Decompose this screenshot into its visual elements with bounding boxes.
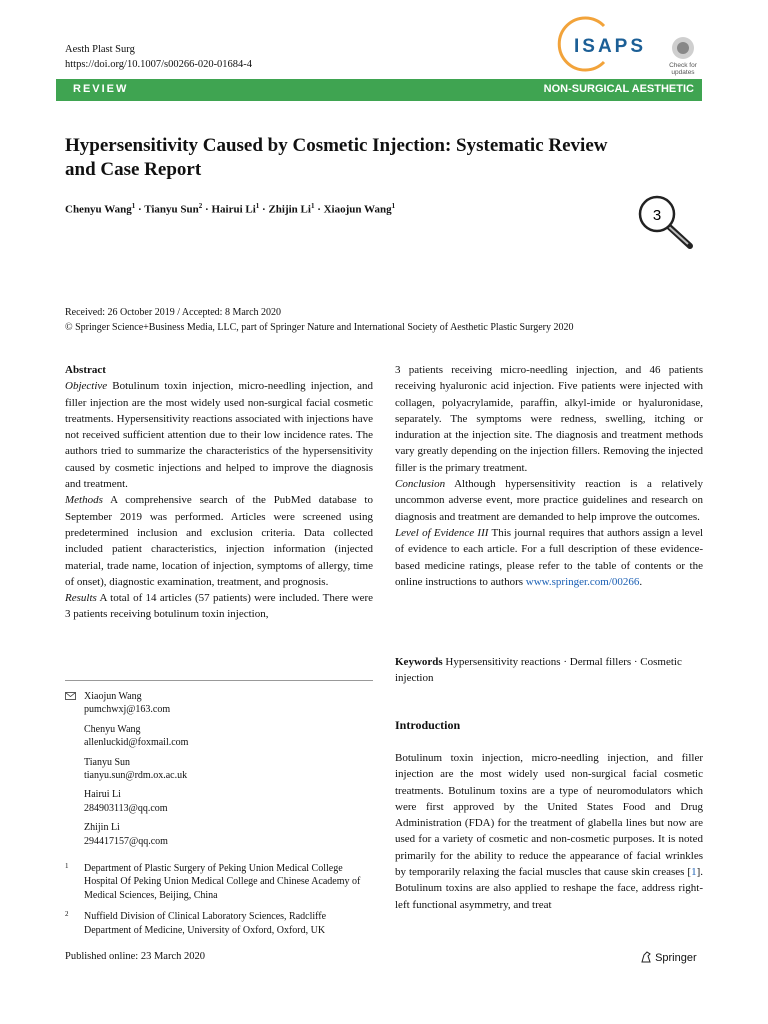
- contact-email[interactable]: tianyu.sun@rdm.ox.ac.uk: [84, 770, 188, 782]
- keywords-label: Keywords: [395, 656, 443, 668]
- results-continued: 3 patients receiving micro-needling injection, and 46 patients receiving hyaluronic acid injection. Five patients were injected with collagen, polyacrylamide, paraffin, alkyl-imide or hyaluronidase, separately. The symptoms were redness, swelling, itching or induration at the injection site. The diagnosis and treatment methods vary greatly depending on the injection fillers. Removing the injected filler is the primary treatment.: [395, 364, 703, 474]
- keywords-text: Hypersensitivity reactions · Dermal fillers · Cosmetic injection: [395, 656, 682, 685]
- abstract-methods: [65, 492, 373, 590]
- check-for-updates-button[interactable]: [665, 36, 701, 74]
- author-separator: ·: [202, 203, 212, 216]
- author-affil: 1: [310, 202, 315, 210]
- contact-entry: [65, 821, 373, 848]
- check-updates-line2: updates: [671, 69, 695, 76]
- envelope-icon: [65, 692, 76, 700]
- affiliation-text: Nuffield Division of Clinical Laboratory Sciences, Radcliffe Department of Medicine, University of Oxford, Oxford, UK: [84, 911, 327, 936]
- contact-entry: [65, 756, 373, 783]
- abstract-left: [65, 362, 373, 623]
- contact-email[interactable]: allenluckid@foxmail.com: [84, 737, 189, 749]
- results-label: Results: [65, 592, 97, 605]
- article-dates: [65, 305, 574, 335]
- affiliation-number: 2: [65, 910, 69, 919]
- contact-name: Hairui Li: [84, 789, 121, 801]
- footnote-divider: [65, 680, 373, 681]
- abstract-results: [65, 590, 373, 623]
- author-affil: 1: [255, 202, 260, 210]
- author-affil: 2: [198, 202, 203, 210]
- contact-name: Zhijin Li: [84, 822, 120, 834]
- publisher-name: Springer: [655, 952, 697, 964]
- affiliation: [65, 862, 373, 902]
- affiliation-number: 1: [65, 862, 69, 871]
- published-date: Published online: 23 March 2020: [65, 951, 205, 962]
- springer-horse-icon: [640, 951, 652, 963]
- contact-email[interactable]: pumchwxj@163.com: [84, 704, 171, 716]
- level-text: This journal requires that authors assign a level of evidence to each article. For a full description of these evidence-based medicine ratings, please refer to the table of contents or the online instructions to authors: [395, 526, 704, 588]
- contact-email[interactable]: 294417157@qq.com: [84, 835, 168, 847]
- intro-text-before: Botulinum toxin injection, micro-needling injection, and filler injection are the most widely used non-surgical facial cosmetic treatments. Botulinum toxins are a type of neuromodulators which were first approved by the United States Food and Drug Administration (FDA) for the treatment of glabella lines but now are used for a variety of cosmetic and non-cosmetic purposes. It is noted primarily for the ability to reduce the appearance of facial wrinkles by temporarily relaxing the facial muscles that cause skin creases [: [395, 752, 703, 879]
- level-label: Level of Evidence III: [395, 526, 489, 539]
- author-list: [65, 202, 395, 216]
- keywords-block: [395, 654, 703, 687]
- abstract-conclusion: [395, 476, 703, 525]
- correspondence-block: [65, 690, 373, 945]
- affiliation-text: Department of Plastic Surgery of Peking Union Medical College Hospital Of Peking Union Medical College and Chinese Academy of Medical Sciences, Beijing, China: [84, 863, 361, 901]
- methods-text: A comprehensive search of the PubMed database to September 2019 was performed. Articles were screened using predetermined inclusion and exclusion criteria. Data collected included patient characteristics, injection information (injected material, trade name, location of injection, symptoms of allergy, time of onset), diagnostic examination, treatment, and prognosis.: [65, 494, 373, 588]
- contact-name: Chenyu Wang: [84, 723, 141, 735]
- citation-ref[interactable]: 1: [691, 866, 697, 879]
- abstract-level: [395, 525, 703, 590]
- intro-text-after: ]. Botulinum toxins are also applied to reshape the face, address right-left functional asymmetry, and treat: [395, 866, 703, 911]
- publisher-logo: [640, 951, 697, 964]
- author-affil: 1: [391, 202, 396, 210]
- doi-link[interactable]: https://doi.org/10.1007/s00266-020-01684-4: [65, 59, 253, 70]
- objective-text: Botulinum toxin injection, micro-needling injection, and filler injection are the most widely used non-surgical facial cosmetic treatments. Hypersensitivity reactions associated with injections have not received sufficient attention due to their low incidence rates. The authors tried to summarize the characteristics of the hypersensitivity caused by cosmetic injections and helped to improve the diagnosis and treatment.: [65, 380, 374, 491]
- author-name[interactable]: Hairui Li: [211, 203, 256, 216]
- conclusion-text: Although hypersensitivity reaction is a relatively uncommon adverse event, more practice guidelines and research on diagnosis and treatment are demanded to help improve the outcomes.: [395, 478, 703, 523]
- contact-entry: [65, 690, 373, 717]
- article-type-label: REVIEW: [73, 83, 129, 95]
- contact-entry: [65, 788, 373, 815]
- check-updates-icon: [671, 36, 695, 60]
- journal-header: [65, 42, 252, 72]
- methods-label: Methods: [65, 494, 103, 507]
- isaps-logo-text: ISAPS: [574, 36, 647, 57]
- abstract-objective: [65, 378, 373, 492]
- isaps-logo: [552, 14, 667, 74]
- author-name[interactable]: Xiaojun Wang: [323, 203, 392, 216]
- author-separator: ·: [135, 203, 145, 216]
- contact-name: Tianyu Sun: [84, 756, 131, 768]
- abstract-heading: Abstract: [65, 364, 106, 376]
- contact-entry: [65, 723, 373, 750]
- abstract-right: [395, 362, 703, 590]
- check-updates-line1: Check for: [669, 62, 697, 69]
- author-separator: ·: [314, 203, 324, 216]
- affiliation: [65, 910, 373, 937]
- contact-name: Xiaojun Wang: [84, 691, 142, 702]
- author-name[interactable]: Tianyu Sun: [144, 203, 199, 216]
- introduction-heading: Introduction: [395, 718, 461, 732]
- journal-name: Aesth Plast Surg: [65, 44, 135, 55]
- author-separator: ·: [259, 203, 269, 216]
- author-name[interactable]: Zhijin Li: [268, 203, 311, 216]
- objective-label: Objective: [65, 380, 108, 393]
- results-text: A total of 14 articles (57 patients) were included. There were 3 patients receiving botulinum toxin injection,: [65, 592, 373, 621]
- contact-email[interactable]: 284903113@qq.com: [84, 802, 168, 814]
- magnifier-icon: [630, 192, 702, 252]
- conclusion-label: Conclusion: [395, 478, 446, 491]
- level-end: .: [639, 575, 643, 588]
- article-title: Hypersensitivity Caused by Cosmetic Injection: Systematic Review and Case Report: [65, 135, 608, 180]
- section-band: [56, 79, 702, 101]
- author-name[interactable]: Chenyu Wang: [65, 203, 132, 216]
- springer-link[interactable]: www.springer.com/00266: [525, 575, 640, 588]
- section-label: NON-SURGICAL AESTHETIC: [543, 83, 694, 95]
- introduction-text: [395, 750, 703, 913]
- copyright: © Springer Science+Business Media, LLC, part of Springer Nature and International Society of Aesthetic Plastic Surgery 2020: [65, 322, 574, 333]
- evidence-level-number: 3: [652, 207, 662, 224]
- received-accepted: Received: 26 October 2019 / Accepted: 8 March 2020: [65, 307, 282, 318]
- level-of-evidence-badge: [630, 192, 702, 252]
- author-affil: 1: [131, 202, 136, 210]
